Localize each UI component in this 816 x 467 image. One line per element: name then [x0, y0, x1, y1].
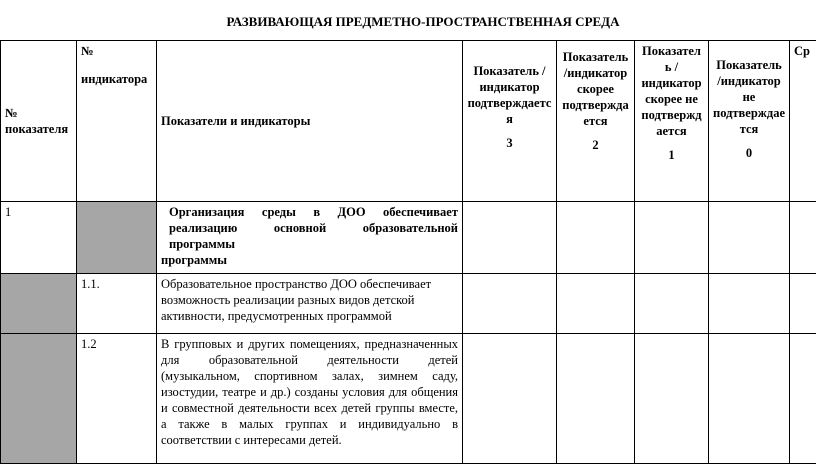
- score-cell[interactable]: [790, 202, 816, 274]
- score-cell[interactable]: [463, 274, 557, 334]
- table-header-row: [1, 41, 816, 202]
- score-cell[interactable]: [709, 274, 790, 334]
- score-cell[interactable]: [790, 274, 816, 334]
- header-sub-indicator-number: № индикатора: [77, 41, 157, 202]
- row-indicator: 1.2: [77, 334, 157, 464]
- row-number: [1, 334, 77, 464]
- score-cell[interactable]: [635, 202, 709, 274]
- document-title: РАЗВИВАЮЩАЯ ПРЕДМЕТНО-ПРОСТРАНСТВЕННАЯ СРЕДА: [226, 14, 620, 29]
- header-score-1: Показатель /индикатор скорее не подтверждается 1: [635, 41, 709, 202]
- table-row: [1, 334, 816, 464]
- score-cell[interactable]: [463, 334, 557, 464]
- score-cell[interactable]: [635, 274, 709, 334]
- header-score-2: Показатель /индикатор скорее подтверждается 2: [557, 41, 635, 202]
- header-indicator-number: № показателя: [1, 41, 77, 202]
- row-number: 1: [1, 202, 77, 274]
- row-text: В групповых и других помещениях, предназначенных для образовательной деятельности детей (музыкальном, спортивном залах, зимнем саду, изостудии, театре и др.) созданы условия для общения и совместной деятельности всех детей группы вместе, а также в малых группах и индивидуально в соответствии с интересами детей.: [157, 334, 463, 464]
- header-extra: Ср: [790, 41, 816, 202]
- header-indicators: Показатели и индикаторы: [157, 41, 463, 202]
- table-row: [1, 202, 816, 274]
- row-number: [1, 274, 77, 334]
- score-cell[interactable]: [557, 274, 635, 334]
- score-cell[interactable]: [709, 334, 790, 464]
- score-cell[interactable]: [635, 334, 709, 464]
- assessment-table: [0, 40, 816, 464]
- row-indicator: 1.1.: [77, 274, 157, 334]
- score-cell[interactable]: [790, 334, 816, 464]
- row-indicator-cell: [77, 202, 157, 274]
- header-score-0: Показатель /индикатор не подтверждается 0: [709, 41, 790, 202]
- score-cell[interactable]: [557, 202, 635, 274]
- score-cell[interactable]: [463, 202, 557, 274]
- score-cell[interactable]: [709, 202, 790, 274]
- header-score-3: Показатель /индикатор подтверждается 3: [463, 41, 557, 202]
- row-text: Организация среды в ДОО обеспечивает реализацию основной образовательной программы программы: [157, 202, 463, 274]
- score-cell[interactable]: [557, 334, 635, 464]
- table-row: [1, 274, 816, 334]
- row-text: Образовательное пространство ДОО обеспечивает возможность реализации разных видов детской активности, предусмотренных программой: [157, 274, 463, 334]
